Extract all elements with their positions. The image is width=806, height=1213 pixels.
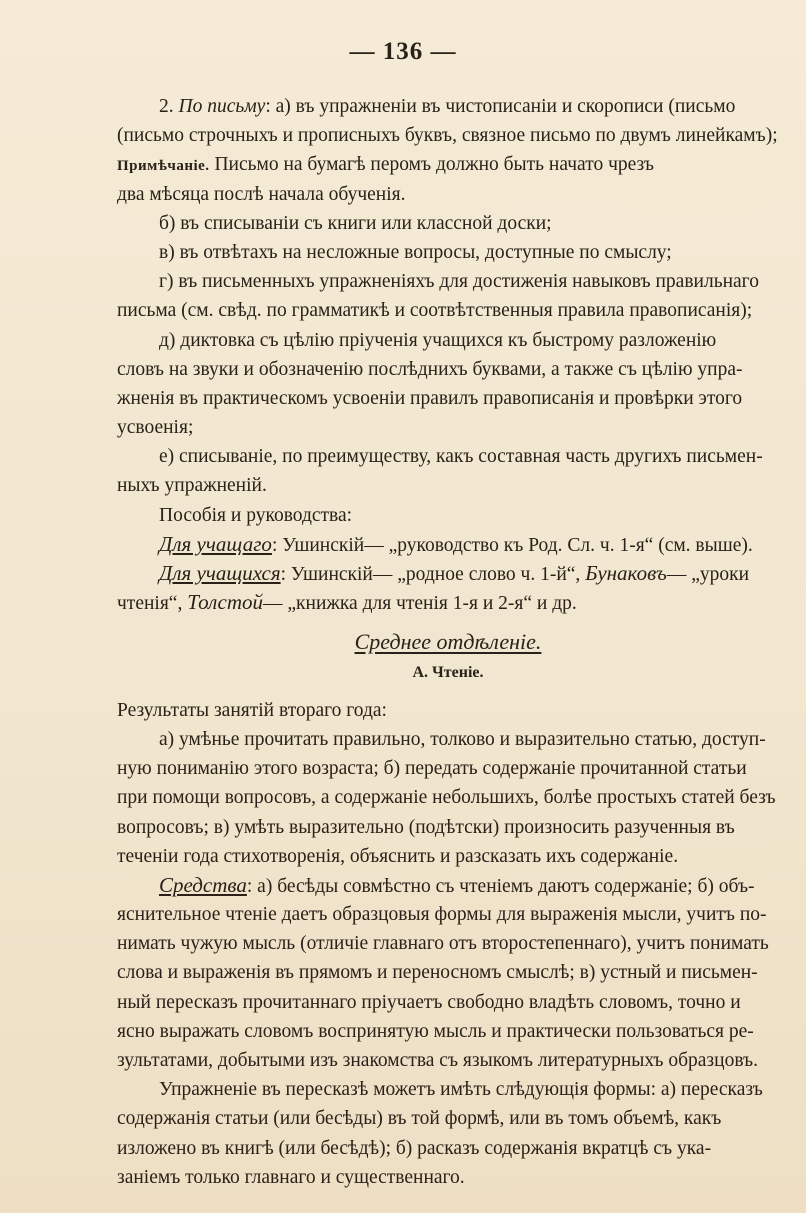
section-number: 2. [159,96,174,117]
spacer [117,686,779,696]
text-span: чтенія“, [117,593,188,615]
page-text [117,92,779,1192]
text-line: два мѣсяца послѣ начала обученія. [117,183,406,205]
text-line: изложено въ книгѣ (или бесѣдѣ); б) расказъ содержанія вкратцѣ съ ука- [117,1137,712,1159]
students-aids-line-2 [117,588,779,617]
text-line: в) въ отвѣтахъ на несложные вопросы, доступные по смыслу; [159,241,672,263]
text-span: Письмо на бумагѣ перомъ должно быть начато чрезъ [209,154,654,176]
text-line: е) списываніе, по преимуществу, какъ составная часть другихъ письмен- [159,446,763,468]
text-span: : а) въ упражненіи въ чистописаніи и скорописи (письмо [265,96,736,117]
page-number: — 136 — [349,38,457,65]
text-line: заніемъ только главнаго и существеннаго. [117,1166,465,1188]
means-line [117,871,779,900]
teacher-aids-line [117,530,779,559]
teacher-label: Для учащаго [159,531,272,556]
text-line: усвоенія; [117,417,194,439]
text-line: зультатами, добытыми изъ знакомства съ языкомъ литературныхъ образцовъ. [117,1050,759,1071]
text-line: жненія въ практическомъ усвоеніи правилъ правописанія и провѣрки этого [117,387,743,409]
text-span: : а) бесѣды совмѣстно съ чтеніемъ даютъ содержаніе; б) объ- [246,875,755,897]
text-span: : Ушинскій— „руководство къ Род. Сл. ч. 1-я“ (см. выше). [271,534,753,556]
note-line-1 [117,150,779,179]
results-line: Результаты занятій втораго года: [117,699,387,721]
text-span: — „уроки [666,564,750,585]
students-aids-line-1 [117,559,779,588]
text-line: ясно выражать словомъ воспринятую мысль и практически пользоваться ре- [117,1020,754,1042]
section-heading [117,627,779,656]
text-line: яснительное чтеніе даетъ образцовыя формы для выраженія мысли, учитъ по- [117,904,767,926]
subsection-heading [117,657,779,686]
text-span: — „книжка для чтенія 1-я и 2-я“ и др. [263,593,577,615]
text-line: ныхъ упражненій. [117,475,267,497]
means-label: Средства [159,872,247,897]
text-line: словъ на звуки и обозначенію послѣднихъ буквами, а также съ цѣлію упра- [117,358,743,380]
text-line: ный пересказъ прочитаннаго пріучаетъ свободно владѣть словомъ, точно и [117,991,741,1013]
text-line: д) диктовка съ цѣлію пріученія учащихся къ быстрому разложенію [159,329,717,351]
heading-text: Среднее отдѣленіе. [354,629,542,655]
text-line: слова и выраженія въ прямомъ и переносномъ смыслѣ; в) устный и письмен- [117,962,758,984]
spacer [117,617,779,627]
text-line: содержанія статьи (или бесѣды) въ той формѣ, или въ томъ объемѣ, какъ [117,1108,722,1130]
text-line: (письмо строчныхъ и прописныхъ буквъ, связное письмо по двумъ линейкамъ); [117,125,778,147]
students-label: Для учащихся [159,561,281,585]
text-line: при помощи вопросовъ, а содержаніе небольшихъ, болѣе простыхъ статей безъ [117,787,776,809]
section-title: По письму [178,96,266,117]
text-line: Упражненіе въ пересказѣ можетъ имѣть слѣдующія формы: а) пересказъ [159,1079,763,1101]
subheading-text: А. Чтеніе. [412,663,484,681]
section-2-line-1 [117,92,779,121]
text-line: письма (см. свѣд. по грамматикѣ и соотвѣтственныя правила правописанія); [117,300,753,322]
author-name: Толстой [187,590,264,615]
text-line: теченіи года стихотворенія, объяснить и разсказать ихъ содержаніе. [117,845,679,867]
text-line: а) умѣнье прочитать правильно, толково и выразительно статью, доступ- [159,728,766,750]
text-line: вопросовъ; в) умѣть выразительно (подѣтски) произносить разученныя въ [117,816,735,838]
aids-line: Пособія и руководства: [159,504,353,526]
text-line: нимать чужую мысль (отличіе главнаго отъ второстепеннаго), учитъ понимать [117,933,769,955]
note-label: Примѣчаніе. [117,158,210,175]
text-line: г) въ письменныхъ упражненіяхъ для достиженія навыковъ правильнаго [159,271,759,293]
author-name: Бунаковъ [585,561,667,585]
text-line: б) въ списываніи съ книги или классной доски; [159,212,552,234]
text-line: ную пониманію этого возраста; б) передать содержаніе прочитанной статьи [117,758,747,780]
text-span: : Ушинскій— „родное слово ч. 1-й“, [280,564,586,585]
